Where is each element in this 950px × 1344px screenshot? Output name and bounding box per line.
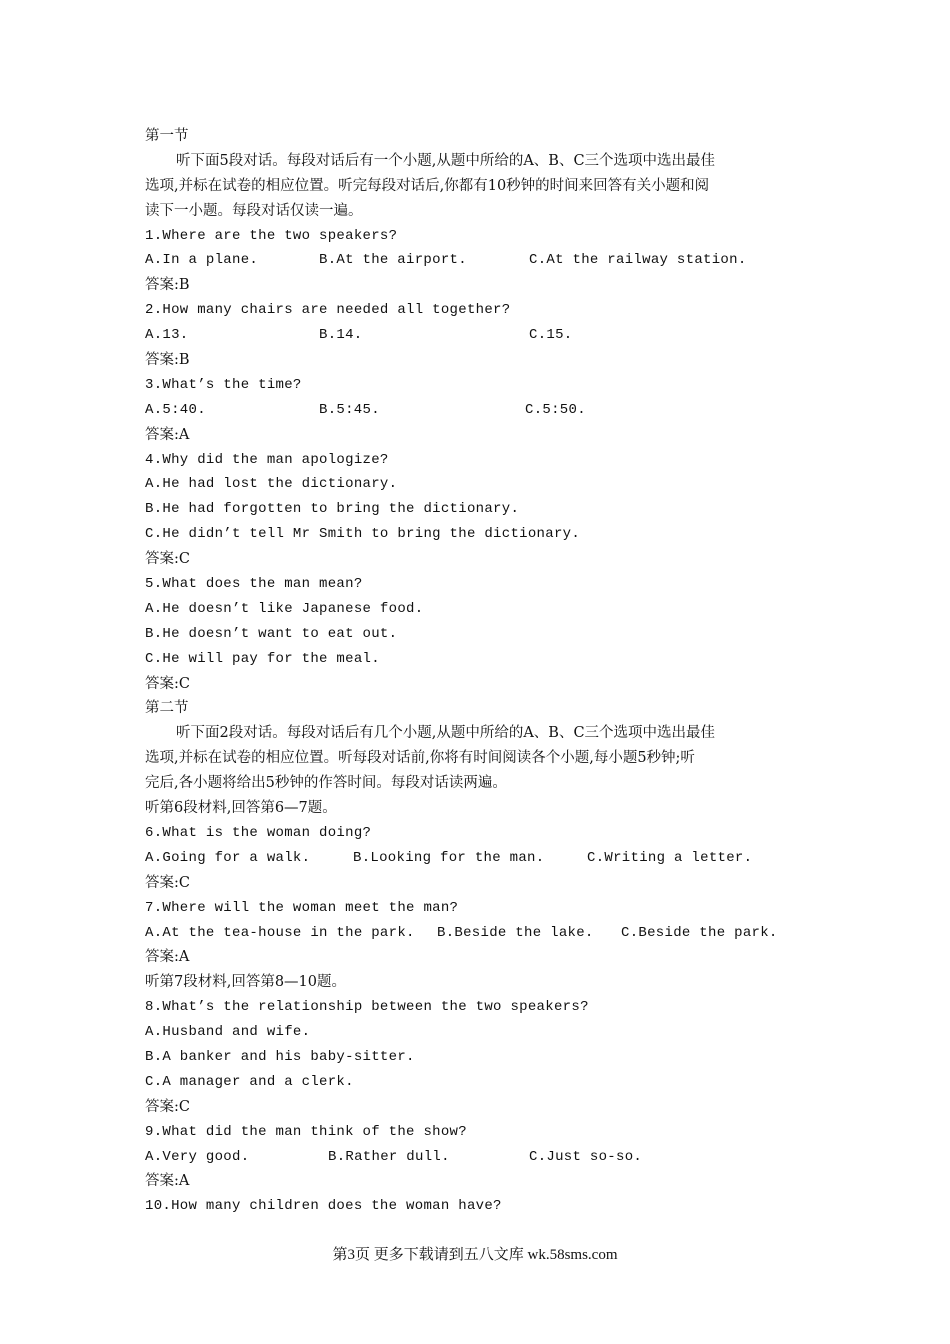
option-b: B.Rather dull. [328,1148,450,1165]
question-8-option-c: C.A manager and a clerk. [145,1073,354,1090]
question-5-option-c: C.He will pay for the meal. [145,650,380,667]
question-7-options [145,921,815,946]
section-2-intro-line-1: 听下面2段对话。每段对话后有几个小题,从题中所给的A、B、C三个选项中选出最佳 [176,725,716,742]
page-content [145,124,815,1219]
question-2: 2.How many chairs are needed all together? [145,302,511,319]
answer-4: 答案:C [145,551,190,568]
answer-3: 答案:A [145,426,190,443]
question-4: 4.Why did the man apologize? [145,451,389,468]
answer-5: 答案:C [145,675,190,692]
section-1-intro-line-2: 选项,并标在试卷的相应位置。听完每段对话后,你都有10秒钟的时间来回答有关小题和阅 [145,177,710,194]
question-3: 3.What’s the time? [145,376,302,393]
material-7-heading: 听第7段材料,回答第8—10题。 [145,974,347,991]
option-c: C.Writing a letter. [587,849,753,866]
question-3-options [145,398,815,423]
question-5-option-b: B.He doesn’t want to eat out. [145,625,398,642]
option-a: A.Going for a walk. [145,849,311,866]
question-4-option-b: B.He had forgotten to bring the dictionary. [145,501,520,518]
option-b: B.Looking for the man. [353,849,545,866]
question-5-option-a: A.He doesn’t like Japanese food. [145,600,424,617]
option-a: A.5:40. [145,401,206,418]
question-4-option-a: A.He had lost the dictionary. [145,476,398,493]
option-c: C.Beside the park. [621,924,778,941]
question-8: 8.What’s the relationship between the two speakers? [145,999,589,1016]
question-8-option-a: A.Husband and wife. [145,1024,311,1041]
answer-8: 答案:C [145,1098,190,1115]
section-2-intro-line-2: 选项,并标在试卷的相应位置。听每段对话前,你将有时间阅读各个小题,每小题5秒钟;听 [145,750,695,767]
section-2-intro-line-3: 完后,各小题将给出5秒钟的作答时间。每段对话读两遍。 [145,775,507,792]
option-c: C.15. [529,327,573,344]
option-a: A.Very good. [145,1148,250,1165]
question-1-options [145,248,815,273]
answer-9: 答案:A [145,1173,190,1190]
option-a: A.In a plane. [145,252,259,269]
option-b: B.5:45. [319,401,380,418]
option-a: A.At the tea-house in the park. [145,924,415,941]
question-5: 5.What does the man mean? [145,576,363,593]
section-1-intro-line-3: 读下一小题。每段对话仅读一遍。 [145,202,363,219]
option-b: B.14. [319,327,363,344]
section-1-title: 第一节 [145,128,189,144]
answer-7: 答案:A [145,949,190,966]
option-c: C.At the railway station. [529,252,747,269]
option-b: B.At the airport. [319,252,467,269]
answer-1: 答案:B [145,277,190,294]
question-4-option-c: C.He didn’t tell Mr Smith to bring the dictionary. [145,526,581,543]
question-6: 6.What is the woman doing? [145,824,372,841]
material-6-heading: 听第6段材料,回答第6—7题。 [145,800,337,817]
question-9: 9.What did the man think of the show? [145,1123,467,1140]
question-1: 1.Where are the two speakers? [145,227,398,244]
option-c: C.Just so-so. [529,1148,643,1165]
answer-2: 答案:B [145,352,190,369]
option-b: B.Beside the lake. [437,924,594,941]
question-8-option-b: B.A banker and his baby-sitter. [145,1048,415,1065]
question-10: 10.How many children does the woman have? [145,1198,502,1215]
question-2-options [145,323,815,348]
section-1-intro-line-1: 听下面5段对话。每段对话后有一个小题,从题中所给的A、B、C三个选项中选出最佳 [176,152,716,169]
answer-6: 答案:C [145,874,190,891]
section-2-title: 第二节 [145,700,189,717]
question-7: 7.Where will the woman meet the man? [145,899,459,916]
option-c: C.5:50. [525,401,586,418]
question-6-options [145,846,815,871]
question-9-options [145,1145,815,1170]
option-a: A.13. [145,327,189,344]
page-footer: 第3页 更多下载请到五八文库 wk.58sms.com [332,1247,618,1263]
